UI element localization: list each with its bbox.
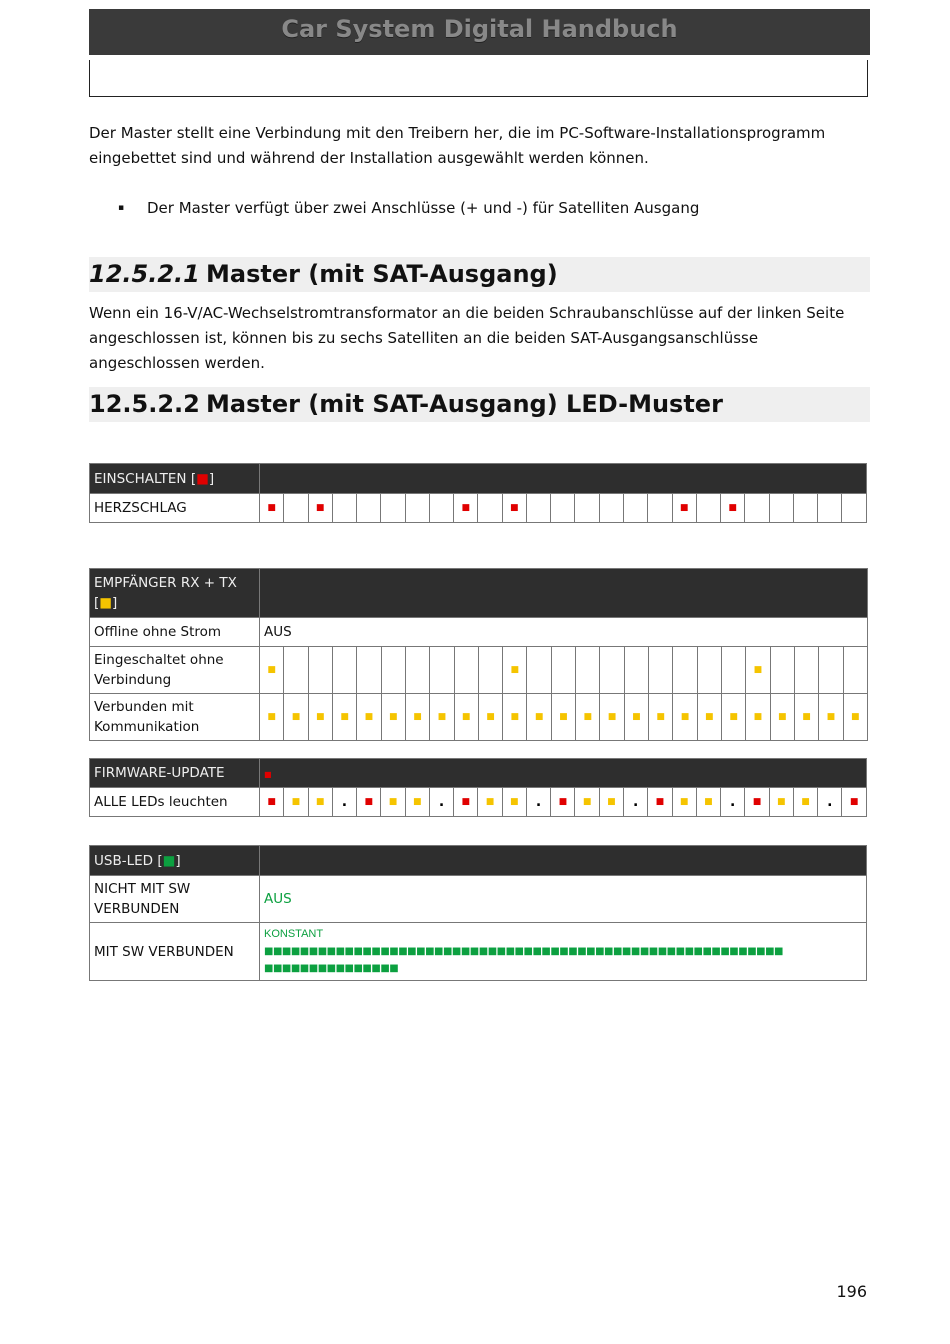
yellow-led-icon: ■ [308, 788, 332, 817]
empty-slot [794, 647, 818, 694]
section1-paragraph: Wenn ein 16-V/AC-Wechselstromtransformator an die beiden Schraubanschlüsse auf der linken Seite angeschlossen ist, können bis zu sechs Satelliten an die beiden SAT-Ausgangsanschlüsse angeschlossen werden. [89, 304, 845, 372]
yellow-led-icon: ■ [527, 694, 551, 741]
yellow-led-icon: ■ [381, 788, 405, 817]
table-header-filler [260, 464, 867, 494]
empty-slot [332, 494, 356, 523]
empty-slot [818, 494, 842, 523]
yellow-led-icon: ■ [843, 694, 868, 741]
empty-slot [721, 647, 745, 694]
bullet-marker: ▪ [118, 203, 125, 213]
table-header-row [90, 569, 868, 618]
table-row [90, 876, 867, 923]
yellow-led-icon: ■ [672, 788, 696, 817]
red-led-icon: ■ [842, 788, 867, 817]
table-header-cell: USB-LED [■] [90, 846, 260, 876]
off-dot-icon: . [429, 788, 453, 817]
table-row [90, 494, 867, 523]
empty-slot [429, 494, 453, 523]
red-led-icon: ■ [308, 494, 332, 523]
yellow-led-icon: ■ [649, 694, 673, 741]
yellow-led-icon: ■ [746, 694, 770, 741]
yellow-led-icon: ■ [770, 694, 794, 741]
yellow-led-icon: ■ [599, 788, 623, 817]
row-value: AUS [260, 618, 868, 647]
red-led-icon: ■ [260, 494, 284, 523]
table-header-filler [260, 569, 868, 618]
yellow-led-icon: ■ [284, 694, 308, 741]
off-dot-icon: . [623, 788, 647, 817]
table-row [90, 694, 868, 741]
empty-slot [648, 494, 672, 523]
yellow-led-icon: ■ [430, 694, 454, 741]
red-led-icon: ■ [260, 788, 284, 817]
table-header-filler [260, 846, 867, 876]
empty-slot [357, 494, 381, 523]
empty-slot [551, 494, 575, 523]
empty-slot [527, 647, 551, 694]
yellow-led-icon: ■ [502, 788, 526, 817]
empty-slot [478, 647, 502, 694]
page-number: 196 [836, 1282, 867, 1301]
off-dot-icon: . [526, 788, 550, 817]
usb-led-table [89, 845, 867, 981]
yellow-led-icon: ■ [696, 788, 720, 817]
empty-slot [842, 494, 867, 523]
empty-slot [623, 494, 647, 523]
yellow-led-icon: ■ [260, 647, 284, 694]
yellow-led-icon: ■ [673, 694, 697, 741]
yellow-led-icon: ■ [551, 694, 575, 741]
yellow-led-icon: ■ [332, 694, 356, 741]
yellow-led-icon: ■ [284, 788, 308, 817]
constant-caption: KONSTANT [264, 928, 324, 940]
empty-slot [769, 494, 793, 523]
yellow-led-icon: ■ [357, 694, 381, 741]
empty-slot [624, 647, 648, 694]
yellow-led-icon: ■ [503, 647, 527, 694]
yellow-led-icon: ■ [405, 788, 429, 817]
section-title: Master (mit SAT-Ausgang) [206, 260, 558, 288]
empty-slot [284, 647, 308, 694]
yellow-led-icon: ■ [308, 694, 332, 741]
off-dot-icon: . [818, 788, 842, 817]
empty-slot [526, 494, 550, 523]
section-number: 12.5.2.2 [89, 390, 200, 418]
section-title: Master (mit SAT-Ausgang) LED-Muster [206, 390, 723, 418]
yellow-led-icon: ■ [405, 694, 429, 741]
off-dot-icon: . [332, 788, 356, 817]
receiver-led-table [89, 568, 868, 741]
table-header-row [90, 464, 867, 494]
row-label: Verbunden mit Kommunikation [90, 694, 260, 741]
red-led-icon: ■ [721, 494, 745, 523]
table-header-row [90, 759, 867, 788]
yellow-led-icon: ■ [769, 788, 793, 817]
yellow-led-icon: ■ [721, 694, 745, 741]
row-value: AUS [260, 876, 867, 923]
empty-slot [405, 494, 429, 523]
empty-slot [696, 494, 720, 523]
section-heading-1 [89, 257, 870, 292]
table-header-cell: FIRMWARE-UPDATE [90, 759, 260, 788]
table-header-cell: EMPFÄNGER RX + TX [■] [90, 569, 260, 618]
empty-slot [843, 647, 868, 694]
row-label: Offline ohne Strom [90, 618, 260, 647]
yellow-led-icon: ■ [793, 788, 817, 817]
yellow-led-icon: ■ [478, 788, 502, 817]
yellow-led-icon: ■ [794, 694, 818, 741]
header-box [89, 60, 868, 97]
empty-slot [673, 647, 697, 694]
empty-slot [430, 647, 454, 694]
empty-slot [551, 647, 575, 694]
bullet-text: Der Master verfügt über zwei Anschlüsse (+ und -) für Satelliten Ausgang [147, 199, 700, 217]
empty-slot [478, 494, 502, 523]
red-led-icon: ■ [502, 494, 526, 523]
empty-slot [381, 647, 405, 694]
firmware-led-table [89, 758, 867, 817]
empty-slot [649, 647, 673, 694]
yellow-led-icon: ■ [600, 694, 624, 741]
red-led-icon: ■ [648, 788, 672, 817]
row-label: Eingeschaltet ohne Verbindung [90, 647, 260, 694]
empty-slot [599, 494, 623, 523]
red-led-icon: ■ [264, 770, 272, 779]
yellow-led-icon: ■ [260, 694, 284, 741]
yellow-led-icon: ■ [575, 788, 599, 817]
yellow-led-icon: ■ [576, 694, 600, 741]
yellow-led-icon: ■ [746, 647, 770, 694]
table-row [90, 618, 868, 647]
table-row [90, 923, 867, 981]
table-row [90, 788, 867, 817]
red-led-icon: ■ [196, 470, 209, 487]
section-number: 12.5.2.1 [89, 260, 200, 288]
section-heading-2 [89, 387, 870, 422]
yellow-led-icon: ■ [697, 694, 721, 741]
red-led-icon: ■ [745, 788, 769, 817]
yellow-led-icon: ■ [99, 595, 113, 611]
yellow-led-icon: ■ [478, 694, 502, 741]
red-led-icon: ■ [454, 788, 478, 817]
empty-slot [770, 647, 794, 694]
constant-led-cell [260, 923, 867, 981]
empty-slot [308, 647, 332, 694]
red-led-icon: ■ [454, 494, 478, 523]
yellow-led-icon: ■ [624, 694, 648, 741]
row-label: NICHT MIT SW VERBUNDEN [90, 876, 260, 923]
empty-slot [697, 647, 721, 694]
power-led-table [89, 463, 867, 523]
red-led-icon: ■ [672, 494, 696, 523]
empty-slot [357, 647, 381, 694]
empty-slot [819, 647, 843, 694]
table-row [90, 647, 868, 694]
empty-slot [454, 647, 478, 694]
empty-slot [576, 647, 600, 694]
empty-slot [284, 494, 308, 523]
table-header-mark-cell [260, 759, 867, 788]
constant-led-line: ■■■■■■■■■■■■■■■■■■■■■■■■■■■■■■■■■■■■■■■■■■■■■■■■■■■■■■■■■■ [264, 946, 783, 957]
table-header-row [90, 846, 867, 876]
header-title: Car System Digital Handbuch [281, 15, 678, 43]
empty-slot [745, 494, 769, 523]
red-led-icon: ■ [357, 788, 381, 817]
empty-slot [575, 494, 599, 523]
off-dot-icon: . [721, 788, 745, 817]
yellow-led-icon: ■ [381, 694, 405, 741]
yellow-led-icon: ■ [454, 694, 478, 741]
intro-paragraph: Der Master stellt eine Verbindung mit den Treibern her, die im PC-Software-Installationsprogramm eingebettet sind und während der Installation ausgewählt werden können. [89, 124, 826, 167]
empty-slot [793, 494, 817, 523]
empty-slot [405, 647, 429, 694]
constant-led-line: ■■■■■■■■■■■■■■■ [264, 963, 399, 974]
table-header-cell: EINSCHALTEN [■] [90, 464, 260, 494]
yellow-led-icon: ■ [819, 694, 843, 741]
empty-slot [381, 494, 405, 523]
row-label: ALLE LEDs leuchten [90, 788, 260, 817]
red-led-icon: ■ [551, 788, 575, 817]
header-banner [89, 9, 870, 55]
empty-slot [332, 647, 356, 694]
row-label: HERZSCHLAG [90, 494, 260, 523]
row-label: MIT SW VERBUNDEN [90, 923, 260, 981]
yellow-led-icon: ■ [503, 694, 527, 741]
green-led-icon: ■ [162, 852, 176, 869]
empty-slot [600, 647, 624, 694]
